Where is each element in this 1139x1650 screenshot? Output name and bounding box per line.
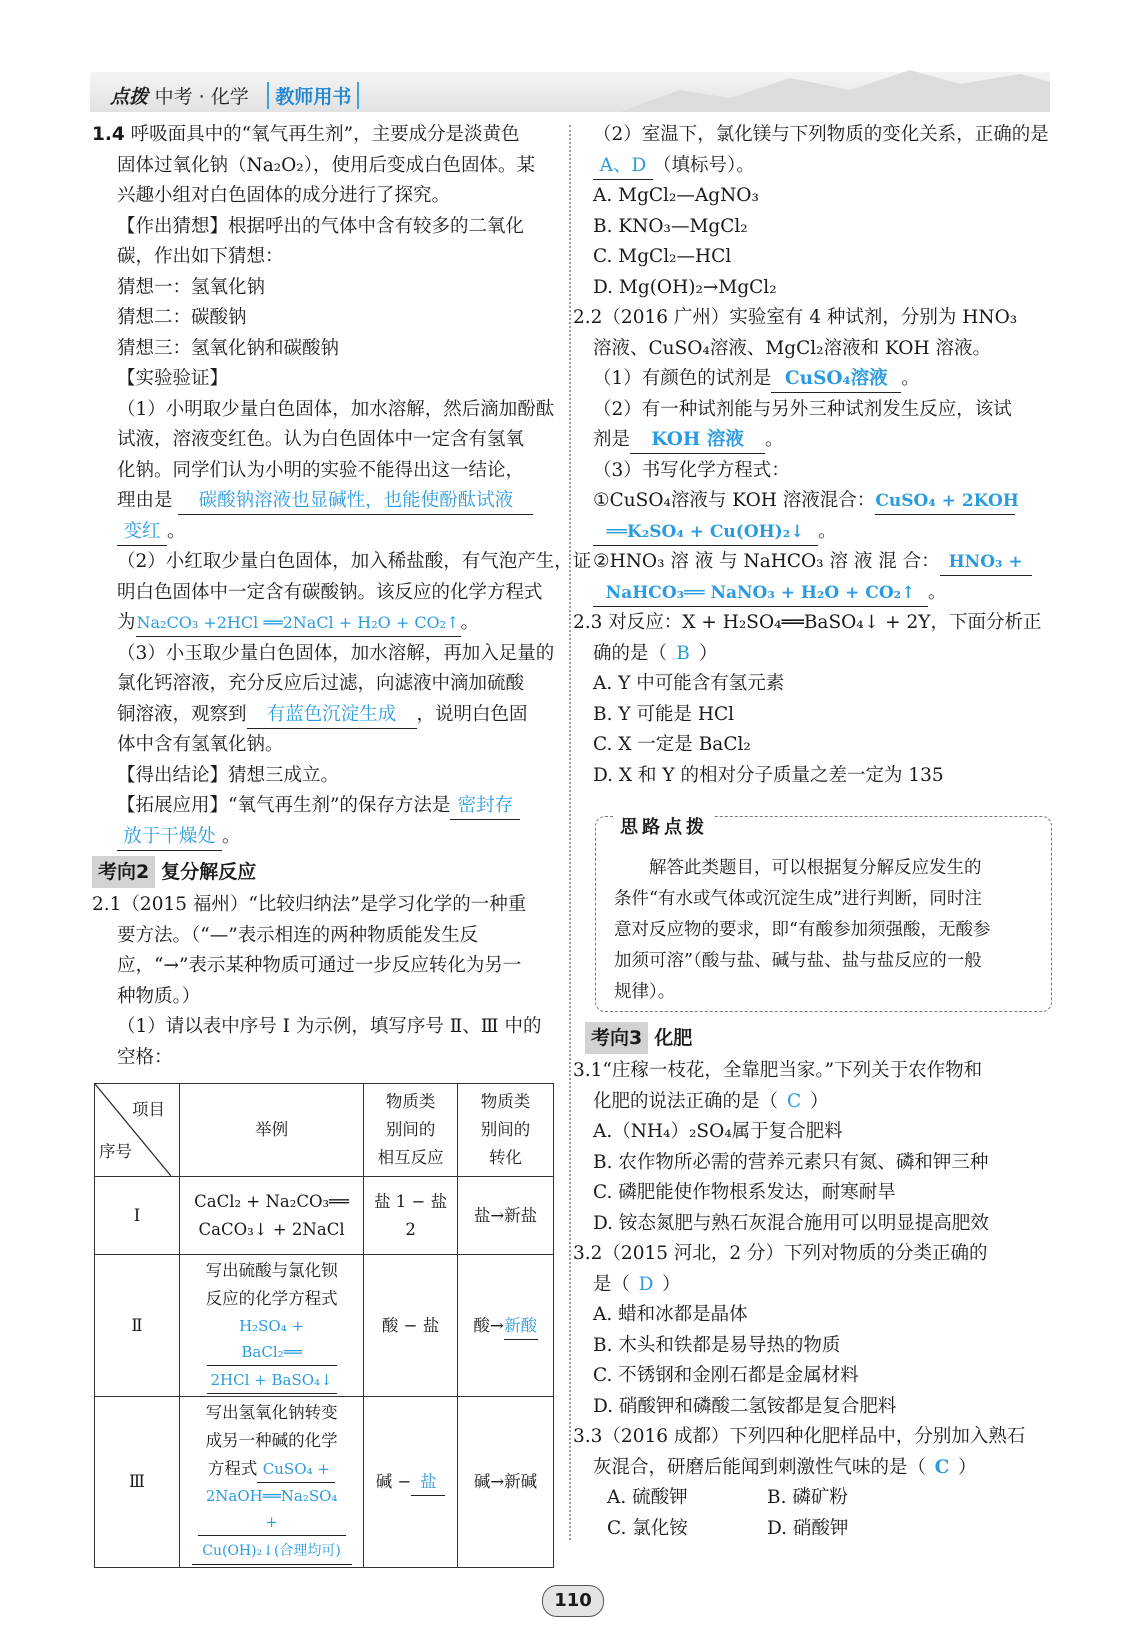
answer-blank: 碳酸钠溶液也显碱性，也能使酚酞试液 bbox=[178, 488, 533, 515]
header-line: 别间的 bbox=[480, 1120, 531, 1139]
table-header: 举例 bbox=[179, 1084, 363, 1177]
right-column bbox=[573, 120, 1050, 791]
cell-line: CaCl₂ + Na₂CO₃══ bbox=[194, 1191, 349, 1211]
option: C. 磷肥能使作物根系发达，耐寒耐旱 bbox=[593, 1182, 896, 1203]
row-number: Ⅲ bbox=[95, 1397, 180, 1568]
diag-bottom-label: 序号 bbox=[99, 1142, 132, 1161]
cell-line: 反应的化学方程式 bbox=[205, 1289, 338, 1308]
q31-line: 3.1“庄稼一枝花，全靠肥当家。”下列关于农作物和 bbox=[573, 1060, 983, 1081]
answer-blank: Na₂CO₃ +2HCl ══2NaCl + H₂O + CO₂↑ bbox=[136, 610, 461, 637]
guess-item: 猜想二：碳酸钠 bbox=[117, 307, 247, 328]
answer-blank: 新酸 bbox=[504, 1313, 538, 1340]
section-heading bbox=[92, 856, 552, 888]
q33-suffix: ） bbox=[958, 1456, 977, 1478]
p2-prefix: 为 bbox=[117, 612, 136, 633]
answer-blank: HNO₃ + bbox=[940, 549, 1032, 576]
q22-2-line: （2）有一种试剂能与另外三种试剂发生反应，该试 bbox=[593, 398, 1012, 420]
answer-blank: CuSO₄溶液 bbox=[771, 366, 901, 393]
cell-line: 方程式 bbox=[207, 1459, 258, 1478]
example-cell bbox=[179, 1177, 363, 1255]
q22-line: 溶液、CuSO₄溶液、MgCl₂溶液和 KOH 溶液。 bbox=[593, 337, 991, 359]
tip-line: 意对反应物的要求，即“有酸参加须强酸，无酸参 bbox=[614, 920, 991, 940]
header-line: 别间的 bbox=[385, 1120, 436, 1139]
p1-line: （1）小明取少量白色固体，加水溶解，然后滴加酚酞 bbox=[117, 398, 555, 420]
q33-line: 3.3（2016 成都）下列四种化肥样品中，分别加入熟石 bbox=[573, 1426, 1026, 1447]
brand-logo: 点拨 bbox=[110, 86, 149, 108]
q14-line: 固体过氧化钠（Na₂O₂），使用后变成白色固体。某 bbox=[117, 154, 535, 176]
diag-top-label: 项目 bbox=[132, 1100, 165, 1119]
option: C. 氯化铵 bbox=[607, 1517, 688, 1539]
example-cell bbox=[179, 1397, 363, 1568]
p1-reason-prefix: 理由是 bbox=[117, 490, 173, 511]
answer-blank: H₂SO₄ + BaCl₂══ bbox=[207, 1313, 337, 1366]
q21-line: 空格： bbox=[117, 1046, 173, 1068]
punct: 。 bbox=[928, 581, 947, 603]
option: D. X 和 Y 的相对分子质量之差一定为 135 bbox=[593, 764, 944, 786]
rel-prefix: 碱 − bbox=[375, 1472, 412, 1491]
answer-blank: 放于干燥处 bbox=[117, 824, 222, 851]
option: C. X 一定是 BaCl₂ bbox=[593, 734, 751, 755]
p1-line: 化钠。同学们认为小明的实验不能得出这一结论， bbox=[117, 459, 525, 481]
punct: 。 bbox=[167, 520, 186, 542]
guess-intro: 【作出猜想】根据呼出的气体中含有较多的二氧化 bbox=[117, 215, 525, 237]
option: B. KNO₃—MgCl₂ bbox=[593, 215, 748, 237]
p2-line: （2）小红取少量白色固体，加入稀盐酸，有气泡产生，证 bbox=[117, 551, 592, 572]
option: A. 硫酸钾 bbox=[607, 1487, 688, 1508]
answer-choice: B bbox=[676, 642, 690, 664]
answer-blank: 密封存 bbox=[450, 793, 520, 820]
q23-line: 2.3 对反应：X + H₂SO₄══BaSO₄↓ + 2Y，下面分析正 bbox=[573, 612, 1042, 633]
answer-blank: 变红 bbox=[117, 519, 167, 546]
tip-title: 思路点拨 bbox=[614, 813, 714, 839]
option: C. MgCl₂—HCl bbox=[593, 246, 732, 267]
answer-blank: CuSO₄ + bbox=[257, 1456, 335, 1483]
cell-line: CaCO₃↓ + 2NaCl bbox=[198, 1219, 345, 1239]
header-title bbox=[110, 82, 359, 109]
cell-line: 成另一种碱的化学 bbox=[205, 1431, 338, 1450]
answer-blank: Cu(OH)₂↓(合理均可) bbox=[192, 1538, 352, 1565]
relation-cell: 盐 1 − 盐 2 bbox=[364, 1177, 458, 1255]
option: A. MgCl₂—AgNO₃ bbox=[593, 185, 759, 206]
tip-line: 解答此类题目，可以根据复分解反应发生的 bbox=[614, 858, 982, 878]
section-tag: 考向2 bbox=[92, 856, 155, 888]
table-header bbox=[364, 1084, 458, 1177]
q14-line: 呼吸面具中的“氧气再生剂”，主要成分是淡黄色 bbox=[124, 124, 520, 145]
q21-line: 要方法。（“—”表示相连的两种物质能发生反 bbox=[117, 924, 479, 946]
option: D. 硝酸钾和磷酸二氢铵都是复合肥料 bbox=[593, 1395, 897, 1417]
q21b-line: （2）室温下，氯化镁与下列物质的变化关系，正确的是 bbox=[593, 124, 1049, 145]
relation-cell bbox=[364, 1397, 458, 1568]
answer-blank: 2NaOH══Na₂SO₄ + bbox=[198, 1483, 346, 1536]
answer-choice: C bbox=[786, 1090, 802, 1112]
q22-line: 2.2（2016 广州）实验室有 4 种试剂，分别为 HNO₃ bbox=[573, 307, 1018, 328]
conclusion: 【得出结论】猜想三成立。 bbox=[117, 764, 340, 786]
q22-3a-prefix: ①CuSO₄溶液与 KOH 溶液混合： bbox=[593, 490, 876, 511]
q22-3b-prefix: ②HNO₃ 溶 液 与 NaHCO₃ 溶 液 混 合： bbox=[593, 551, 940, 572]
option: D. Mg(OH)₂→MgCl₂ bbox=[593, 276, 777, 298]
ext-prefix: 【拓展应用】“氧气再生剂”的保存方法是 bbox=[117, 795, 451, 816]
q32-line: 3.2（2015 河北，2 分）下列对物质的分类正确的 bbox=[573, 1243, 988, 1264]
answer-blank: CuSO₄ + 2KOH bbox=[875, 488, 1015, 515]
mountain-decoration-icon bbox=[620, 60, 1050, 112]
q21-line: 2.1（2015 福州）“比较归纳法”是学习化学的一种重 bbox=[92, 894, 527, 915]
q22-3-line: （3）书写化学方程式： bbox=[593, 459, 790, 481]
section-heading bbox=[585, 1022, 1050, 1054]
q14-line: 兴趣小组对白色固体的成分进行了探究。 bbox=[117, 185, 451, 206]
conversion-cell: 碱→新碱 bbox=[457, 1397, 553, 1568]
answer-blank: KOH 溶液 bbox=[630, 427, 765, 454]
p3-line: （3）小玉取少量白色固体，加水溶解，再加入足量的 bbox=[117, 642, 555, 664]
page-number: 110 bbox=[542, 1585, 604, 1617]
header-subject: 中考 · 化学 bbox=[154, 86, 249, 108]
p3-suffix: ，说明白色固 bbox=[416, 703, 528, 725]
q32-prefix: 是（ bbox=[593, 1273, 631, 1295]
answer-blank: NaHCO₃══ NaNO₃ + H₂O + CO₂↑ bbox=[593, 580, 928, 607]
guess-item: 猜想三：氢氧化钠和碳酸钠 bbox=[117, 337, 340, 359]
answer-blank: 有蓝色沉淀生成 bbox=[247, 702, 417, 729]
option: B. 农作物所必需的营养元素只有氮、磷和钾三种 bbox=[593, 1151, 989, 1173]
relation-cell: 酸 − 盐 bbox=[364, 1255, 458, 1397]
option: A. Y 中可能含有氢元素 bbox=[593, 673, 785, 694]
q23-suffix: ） bbox=[699, 642, 718, 664]
left-column: 1.4 呼吸面具中的“氧气再生剂”，主要成分是淡黄色 固体过氧化钠（Na₂O₂），使用后变成白色固体。某 兴趣小组对白色固体的成分进行了探究。 【作出猜想】根据呼出的气体中含有较多的二氧化 碳，作出如下猜想： 猜想一：氢氧化钠 猜想二：碳酸钠 猜想三：氢氧化钠和碳酸钠 【实验验证】 （1）小明取少量白色固体，加水溶解，然后滴加酚酞 试液，溶液变红色。认为白色固体中一定含有氢氧 化钠。同学们认为小明的实验不能得出这一结论， 理由是 碳酸钠溶液也显碱性，也能使酚酞试液 变红 。 （2）小红取少量白色固体，加入稀盐酸，有气泡产生，证 明白色固体中一定含有碳酸钠。该反应的化学方程式 为Na₂CO₃ +2HCl ══2NaCl + H₂O + CO₂↑。 （3）小玉取少量白色固体，加水溶解，再加入足量的 氯化钙溶液，充分反应后过滤，向滤液中滴加硫酸 铜溶液，观察到 有蓝色沉淀生成 ，说明白色固 体中含有氢氧化钠。 【得出结论】猜想三成立。 【拓展应用】“氧气再生剂”的保存方法是 密封存 放于干燥处 。 考向2 复分解反应 2.1（2015 福州）“比较归纳法”是学习化学的一种重 要方法。（“—”表示相连的两种物质能发生反 应，“→”表示某种物质可通过一步反应转化为另一 种物质。） （1）请以表中序号 Ⅰ 为示例，填写序号 Ⅱ、Ⅲ 中的 空格： bbox=[92, 120, 552, 1073]
p3-line: 氯化钙溶液，充分反应后过滤，向滤液中滴加硫酸 bbox=[117, 673, 525, 694]
option: D. 硝酸钾 bbox=[767, 1517, 849, 1539]
q21-line: 种物质。） bbox=[117, 985, 201, 1007]
answer-choice: D bbox=[638, 1273, 654, 1295]
guess-intro: 碳，作出如下猜想： bbox=[117, 246, 284, 267]
option: B. Y 可能是 HCl bbox=[593, 703, 735, 725]
tip-line: 加须可溶”（酸与盐、碱与盐、盐与盐反应的一般 bbox=[614, 951, 982, 971]
q21-line: 应，“→”表示某种物质可通过一步反应转化为另一 bbox=[117, 955, 522, 976]
q32-suffix: ） bbox=[662, 1273, 681, 1295]
answer-blank: 2HCl + BaSO₄↓ bbox=[207, 1367, 337, 1394]
q22-2-prefix: 剂是 bbox=[593, 429, 631, 450]
punct: 。 bbox=[222, 825, 241, 847]
answer-blank: 盐 bbox=[411, 1469, 445, 1496]
option: D. 铵态氮肥与熟石灰混合施用可以明显提高肥效 bbox=[593, 1212, 989, 1234]
row-number: Ⅰ bbox=[95, 1177, 180, 1255]
tip-line: 条件“有水或气体或沉淀生成”进行判断，同时注 bbox=[614, 889, 982, 909]
p3-prefix: 铜溶液，观察到 bbox=[117, 703, 247, 725]
answer-blank: A、D bbox=[593, 153, 653, 180]
punct: 。 bbox=[460, 612, 480, 633]
option: A.（NH₄）₂SO₄属于复合肥料 bbox=[593, 1121, 843, 1142]
q31-prefix: 化肥的说法正确的是（ bbox=[593, 1090, 779, 1112]
option: B. 磷矿粉 bbox=[767, 1487, 848, 1508]
table-row bbox=[95, 1255, 554, 1397]
page-header bbox=[0, 0, 1139, 112]
conversion-cell: 盐→新盐 bbox=[457, 1177, 553, 1255]
section-title: 化肥 bbox=[654, 1027, 693, 1049]
tip-body bbox=[614, 853, 1039, 1008]
punct: 。 bbox=[901, 368, 920, 389]
p1-line: 试液，溶液变红色。认为白色固体中一定含有氢氧 bbox=[117, 429, 525, 450]
verify-heading: 【实验验证】 bbox=[117, 368, 229, 389]
column-divider bbox=[569, 125, 571, 1540]
section-title: 复分解反应 bbox=[161, 861, 257, 883]
q31-suffix: ） bbox=[810, 1090, 829, 1112]
q21b-suffix: （填标号）。 bbox=[653, 154, 755, 176]
p3-line: 体中含有氢氧化钠。 bbox=[117, 734, 284, 755]
conv-prefix: 酸→ bbox=[473, 1315, 504, 1335]
tip-box bbox=[595, 816, 1052, 1012]
right-column-lower bbox=[573, 1022, 1050, 1544]
punct: 。 bbox=[765, 429, 784, 450]
table-row bbox=[95, 1177, 554, 1255]
header-line: 转化 bbox=[488, 1148, 522, 1167]
example-cell bbox=[179, 1255, 363, 1397]
header-line: 物质类 bbox=[480, 1092, 531, 1111]
p2-line: 明白色固体中一定含有碳酸钠。该反应的化学方程式 bbox=[117, 581, 543, 603]
option: B. 木头和铁都是易导热的物质 bbox=[593, 1334, 841, 1356]
q22-1-prefix: （1）有颜色的试剂是 bbox=[593, 368, 772, 389]
conversion-cell bbox=[457, 1255, 553, 1397]
row-number: Ⅱ bbox=[95, 1255, 180, 1397]
cell-line: 写出氢氧化钠转变 bbox=[205, 1403, 338, 1422]
header-tag: 教师用书 bbox=[267, 82, 359, 109]
guess-item: 猜想一：氢氧化钠 bbox=[117, 276, 266, 298]
punct: 。 bbox=[818, 520, 837, 542]
q33-prefix: 灰混合，研磨后能闻到刺激性气味的是（ bbox=[593, 1456, 927, 1478]
header-line: 相互反应 bbox=[377, 1148, 444, 1167]
answer-blank: ══K₂SO₄ + Cu(OH)₂↓ bbox=[593, 519, 818, 546]
answer-choice: C bbox=[934, 1456, 950, 1478]
section-tag: 考向3 bbox=[585, 1022, 648, 1054]
q21-line: （1）请以表中序号 Ⅰ 为示例，填写序号 Ⅱ、Ⅲ 中的 bbox=[117, 1016, 542, 1037]
header-line: 物质类 bbox=[385, 1092, 436, 1111]
classification-table bbox=[94, 1083, 554, 1568]
option: C. 不锈钢和金刚石都是金属材料 bbox=[593, 1365, 859, 1386]
diagonal-header-cell bbox=[95, 1084, 180, 1177]
table-row bbox=[95, 1397, 554, 1568]
q23-prefix: 确的是（ bbox=[593, 642, 668, 664]
cell-line: 写出硫酸与氯化钡 bbox=[205, 1261, 338, 1280]
tip-line: 规律）。 bbox=[614, 982, 676, 1002]
table-header bbox=[457, 1084, 553, 1177]
option: A. 蜡和冰都是晶体 bbox=[593, 1304, 748, 1325]
